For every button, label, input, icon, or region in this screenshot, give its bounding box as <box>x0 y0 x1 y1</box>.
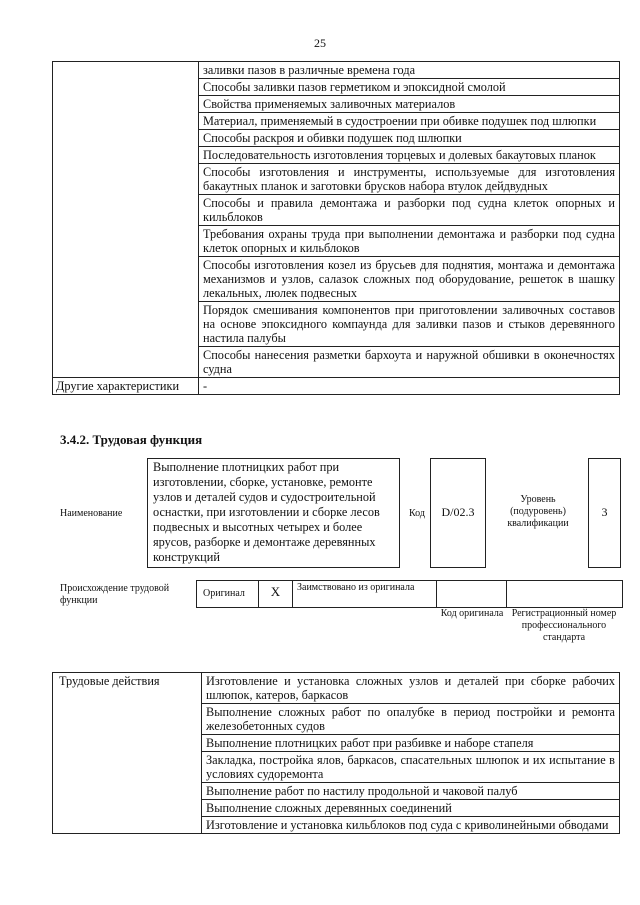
reg-number-caption: Регистрационный номер профессионального стандарта <box>511 608 617 643</box>
table-cell: Изготовление и установка кильблоков под суда с криволинейными обводами <box>202 817 620 834</box>
table-cell: Порядок смешивания компонентов при приготовлении заливочных составов на основе эпоксидного компаунда для заливки пазов и стыков деревянного настила палубы <box>199 302 620 347</box>
qualification-level-label: Уровень (подуровень) квалификации <box>507 494 569 529</box>
table-cell: Выполнение сложных деревянных соединений <box>202 800 620 817</box>
table-cell: Способы изготовления и инструменты, используемые для изготовления бакаутных планок и заготовки брусков набора втулок дейдвудных <box>199 164 620 195</box>
table-cell: Изготовление и установка сложных узлов и деталей при сборке рабочих шлюпок, катеров, баркасов <box>202 673 620 704</box>
table-row <box>53 62 620 79</box>
code-label: Код <box>409 508 425 519</box>
table-cell: Способы раскроя и обивки подушек под шлюпки <box>199 130 620 147</box>
table-cell: Требования охраны труда при выполнении демонтажа и разборки под судна клеток опорных и кильблоков <box>199 226 620 257</box>
borrowed-label: Заимствовано из оригинала <box>293 581 437 607</box>
table-cell: Способы нанесения разметки бархоута и наружной обшивки в оконечностях судна <box>199 347 620 378</box>
reg-number-cell <box>507 581 621 607</box>
code-box: D/02.3 <box>430 458 486 568</box>
table-cell: Закладка, постройка ялов, баркасов, спасательных шлюпок и их испытание в условиях судоремонта <box>202 752 620 783</box>
table-cell: Свойства применяемых заливочных материалов <box>199 96 620 113</box>
table-cell: Способы изготовления козел из брусьев для поднятия, монтажа и демонтажа механизмов и узлов, салазок сложных под оборудование, решеток в шашку лекальных, люлек подвесных <box>199 257 620 302</box>
page-number: 25 <box>314 36 326 50</box>
knowledge-table <box>52 61 620 395</box>
table-left-cell <box>53 62 199 378</box>
original-code-caption: Код оригинала <box>440 608 504 619</box>
section-title: 3.4.2. Трудовая функция <box>60 432 203 447</box>
origin-label: Происхождение трудовой функции <box>60 583 170 606</box>
origin-row <box>196 580 623 608</box>
original-mark: X <box>259 581 293 607</box>
other-characteristics-label: Другие характеристики <box>53 378 199 395</box>
function-name-box: Выполнение плотницких работ при изготовлении, сборке, установке, ремонте узлов и деталей судов и судостроительной оснастки, при изготовлении и сборке лесов подвесных и высотных четырех и более ярусов, разборке и демонтаже деревянных конструкций <box>147 458 400 568</box>
other-characteristics-value: - <box>199 378 620 395</box>
table-row <box>53 378 620 395</box>
table-row <box>53 673 620 704</box>
table-cell: Материал, применяемый в судостроении при обивке подушек под шлюпки <box>199 113 620 130</box>
name-label: Наименование <box>60 508 123 519</box>
table-cell: Способы заливки пазов герметиком и эпоксидной смолой <box>199 79 620 96</box>
labor-actions-label: Трудовые действия <box>53 673 202 834</box>
table-cell: Способы и правила демонтажа и разборки под судна клеток опорных и кильблоков <box>199 195 620 226</box>
table-cell: заливки пазов в различные времена года <box>199 62 620 79</box>
labor-actions-table <box>52 672 620 834</box>
table-cell: Выполнение плотницких работ при разбивке и наборе стапеля <box>202 735 620 752</box>
table-cell: Выполнение работ по настилу продольной и чаковой палуб <box>202 783 620 800</box>
qualification-level-box: 3 <box>588 458 621 568</box>
original-code-cell <box>437 581 507 607</box>
table-cell: Последовательность изготовления торцевых и долевых бакаутовых планок <box>199 147 620 164</box>
original-label: Оригинал <box>197 581 259 607</box>
table-cell: Выполнение сложных работ по опалубке в период постройки и ремонта железобетонных судов <box>202 704 620 735</box>
